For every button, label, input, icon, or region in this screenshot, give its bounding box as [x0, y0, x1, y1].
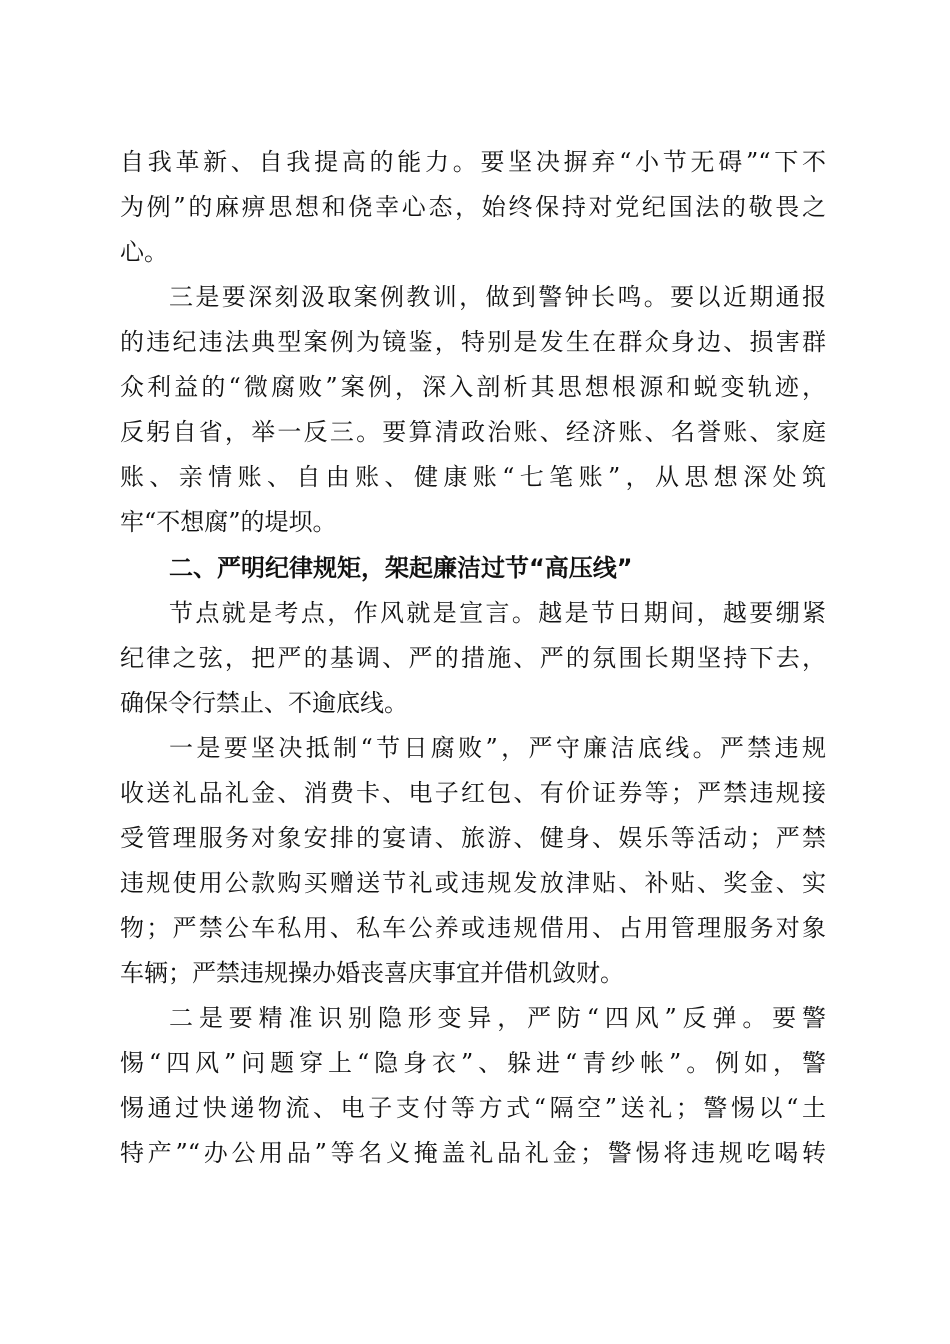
text-line: 自我革新、自我提高的能力。要坚决摒弃“小节无碍”“下不 — [120, 148, 826, 176]
text-line: 物；严禁公车私用、私车公养或违规借用、占用管理服务对象 — [120, 914, 826, 942]
text-line: 为例”的麻痹思想和侥幸心态，始终保持对党纪国法的敬畏之 — [120, 193, 826, 221]
document-body — [120, 140, 826, 1176]
text-line: 特产”“办公用品”等名义掩盖礼品礼金；警惕将违规吃喝转 — [120, 1139, 826, 1167]
text-line: 收送礼品礼金、消费卡、电子红包、有价证券等；严禁违规接 — [120, 779, 826, 807]
text-line: 三是要深刻汲取案例教训，做到警钟长鸣。要以近期通报 — [169, 283, 826, 311]
text-line: 违规使用公款购买赠送节礼或违规发放津贴、补贴、奖金、实 — [120, 869, 826, 897]
text-line: 惕“四风”问题穿上“隐身衣”、躲进“青纱帐”。例如，警 — [120, 1049, 826, 1077]
text-line: 节点就是考点，作风就是宣言。越是节日期间，越要绷紧 — [169, 599, 826, 627]
text-line: 确保令行禁止、不逾底线。 — [120, 689, 408, 717]
text-line: 众利益的“微腐败”案例，深入剖析其思想根源和蜕变轨迹， — [120, 373, 826, 401]
text-line: 的违纪违法典型案例为镜鉴，特别是发生在群众身边、损害群 — [120, 328, 826, 356]
text-line: 二是要精准识别隐形变异，严防“四风”反弹。要警 — [169, 1004, 826, 1032]
text-line: 纪律之弦，把严的基调、严的措施、严的氛围长期坚持下去， — [120, 644, 826, 672]
text-line: 反躬自省，举一反三。要算清政治账、经济账、名誉账、家庭 — [120, 418, 826, 446]
text-line: 一是要坚决抵制“节日腐败”，严守廉洁底线。严禁违规 — [169, 734, 826, 762]
section-heading: 二、严明纪律规矩，架起廉洁过节“高压线” — [169, 554, 633, 582]
text-line: 心。 — [120, 238, 168, 266]
text-line: 惕通过快递物流、电子支付等方式“隔空”送礼；警惕以“土 — [120, 1094, 826, 1122]
text-line: 牢“不想腐”的堤坝。 — [120, 508, 337, 536]
text-line: 受管理服务对象安排的宴请、旅游、健身、娱乐等活动；严禁 — [120, 824, 826, 852]
text-line: 车辆；严禁违规操办婚丧喜庆事宜并借机敛财。 — [120, 959, 624, 987]
text-line: 账、亲情账、自由账、健康账“七笔账”，从思想深处筑 — [120, 463, 826, 491]
